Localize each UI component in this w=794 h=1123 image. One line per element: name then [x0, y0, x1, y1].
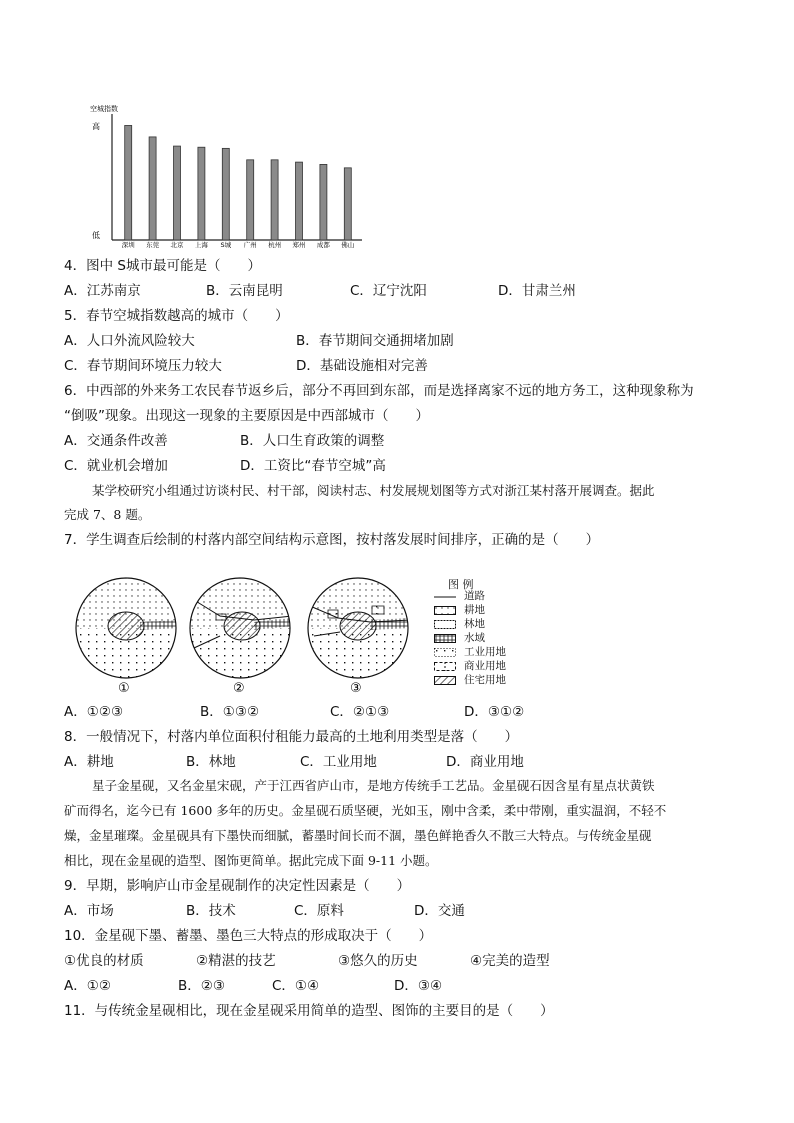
q4-stem: 4．图中 S城市最可能是（ ） — [64, 258, 261, 274]
q5-stem: 5．春节空城指数越高的城市（ ） — [64, 308, 289, 324]
legend-item-residential — [434, 674, 564, 688]
q10-choice-4: ④完美的造型 — [470, 953, 550, 969]
bar-1 — [149, 137, 156, 240]
legend-title: 图 例 — [448, 578, 474, 591]
farmland-swatch — [434, 606, 456, 615]
q7-option-b[interactable]: B．①③② — [200, 704, 260, 720]
q7-stem: 7．学生调查后绘制的村落内部空间结构示意图，按村落发展时间排序，正确的是（ ） — [64, 532, 600, 548]
industrial-swatch — [434, 648, 456, 657]
q6-stem-line2: “倒吸”现象。出现这一现象的主要原因是中西部城市（ ） — [64, 408, 429, 424]
empty-city-index-chart — [86, 100, 366, 250]
q7-option-a[interactable]: A．①②③ — [64, 704, 124, 720]
intro-9-11-line4: 相比，现在金星砚的造型、图饰更简单。据此完成下面 9-11 小题。 — [64, 853, 438, 868]
bar-2 — [174, 146, 181, 240]
x-tick-label-3: 上海 — [194, 241, 208, 249]
bar-3 — [198, 147, 205, 240]
bar-8 — [320, 164, 327, 240]
legend-label-water: 水域 — [464, 632, 485, 644]
x-tick-label-1: 东莞 — [146, 241, 160, 249]
legend-item-forest — [434, 618, 564, 632]
q8-option-a[interactable]: A．耕地 — [64, 754, 114, 770]
legend-item-commercial — [434, 660, 564, 674]
chart-bars — [125, 125, 352, 240]
bar-7 — [296, 162, 303, 240]
q6-option-d[interactable]: D．工资比“春节空城”高 — [240, 458, 386, 474]
legend-label-road: 道路 — [464, 590, 485, 602]
q5-option-c[interactable]: C．春节期间环境压力较大 — [64, 358, 222, 374]
x-tick-label-0: 深圳 — [121, 241, 135, 249]
x-tick-label-2: 北京 — [170, 241, 184, 249]
q9-option-c[interactable]: C．原料 — [294, 903, 344, 919]
village-label-3: ③ — [350, 681, 362, 696]
q11-stem: 11．与传统金星砚相比，现在金星砚采用简单的造型、图饰的主要目的是（ ） — [64, 1003, 554, 1019]
intro-9-11-line1: 星子金星砚，又名金星宋砚，产于江西省庐山市，是地方传统手工艺品。金星砚石因含星有星点状黄铁 — [92, 778, 655, 793]
q4-option-a[interactable]: A．江苏南京 — [64, 283, 141, 299]
forest-swatch — [434, 620, 456, 629]
q9-option-a[interactable]: A．市场 — [64, 903, 114, 919]
diagram-legend — [434, 576, 564, 691]
residential-swatch — [434, 676, 456, 685]
village-diagrams-svg — [70, 576, 420, 696]
q9-stem: 9．早期，影响庐山市金星砚制作的决定性因素是（ ） — [64, 878, 411, 894]
intro-9-11-line3: 燥，金星璀璨。金星砚具有下墨快而细腻，蓄墨时间长而不涸，墨色鲜艳香久不散三大特点。与传统金星砚 — [64, 828, 652, 843]
q10-stem: 10．金星砚下墨、蓄墨、墨色三大特点的形成取决于（ ） — [64, 928, 433, 944]
village-diagram-3 — [300, 576, 420, 696]
chart-ylabel: 空城指数 — [90, 105, 118, 113]
q10-option-c[interactable]: C．①④ — [272, 978, 320, 994]
q10-choice-3: ③悠久的历史 — [338, 953, 418, 969]
legend-item-water — [434, 632, 564, 646]
q4-option-c[interactable]: C．辽宁沈阳 — [350, 283, 427, 299]
chart-x-ticks — [122, 240, 355, 249]
legend-label-industrial: 工业用地 — [464, 646, 506, 658]
legend-item-road — [434, 590, 564, 604]
x-tick-label-8: 成都 — [316, 241, 330, 249]
chart-y-high-label: 高 — [92, 122, 100, 131]
bar-0 — [125, 125, 132, 240]
q7-option-d[interactable]: D．③①② — [464, 704, 525, 720]
legend-label-forest: 林地 — [464, 618, 485, 630]
road-swatch — [434, 592, 456, 601]
q6-option-c[interactable]: C．就业机会增加 — [64, 458, 168, 474]
q10-choice-2: ②精湛的技艺 — [196, 953, 276, 969]
x-tick-label-6: 杭州 — [268, 241, 282, 249]
q10-option-d[interactable]: D．③④ — [394, 978, 443, 994]
village-label-1: ① — [118, 681, 130, 696]
intro-7-8-line1: 某学校研究小组通过访谈村民、村干部，阅读村志、村发展规划图等方式对浙江某村落开展调查。据此 — [92, 483, 655, 498]
intro-7-8-line2: 完成 7、8 题。 — [64, 507, 151, 522]
q10-choice-1: ①优良的材质 — [64, 953, 144, 969]
x-tick-label-4: S城 — [220, 241, 232, 249]
village-label-2: ② — [233, 681, 245, 696]
commercial-swatch — [434, 662, 456, 671]
q5-option-a[interactable]: A．人口外流风险较大 — [64, 333, 195, 349]
q10-option-a[interactable]: A．①② — [64, 978, 111, 994]
q7-option-c[interactable]: C．②①③ — [330, 704, 390, 720]
village-diagram-2 — [180, 576, 300, 696]
legend-label-commercial: 商业用地 — [464, 660, 506, 672]
bar-5 — [247, 160, 254, 240]
q8-option-c[interactable]: C．工业用地 — [300, 754, 377, 770]
q5-option-d[interactable]: D．基础设施相对完善 — [296, 358, 428, 374]
x-tick-label-9: 佛山 — [341, 241, 355, 249]
x-tick-label-7: 郑州 — [292, 241, 306, 249]
village-structure-diagrams — [70, 576, 420, 696]
legend-item-industrial — [434, 646, 564, 660]
q9-option-d[interactable]: D．交通 — [414, 903, 465, 919]
q6-stem-line1: 6．中西部的外来务工农民春节返乡后，部分不再回到东部，而是选择离家不远的地方务工，这种现象称为 — [64, 383, 694, 399]
village-diagram-1 — [70, 576, 190, 696]
legend-item-farmland — [434, 604, 564, 618]
q8-option-b[interactable]: B．林地 — [186, 754, 236, 770]
x-tick-label-5: 广州 — [243, 241, 257, 249]
bar-9 — [344, 168, 351, 240]
intro-9-11-line2: 矿而得名，迄今已有 1600 多年的历史。金星砚石质坚硬，光如玉，刚中含柔，柔中带刚，重实温润，不轻不 — [64, 803, 667, 818]
q4-option-d[interactable]: D．甘肃兰州 — [498, 283, 576, 299]
q8-stem: 8．一般情况下，村落内单位面积付租能力最高的土地利用类型是落（ ） — [64, 729, 519, 745]
q5-option-b[interactable]: B．春节期间交通拥堵加剧 — [296, 333, 454, 349]
chart-y-low-label: 低 — [92, 231, 100, 240]
q6-option-b[interactable]: B．人口生育政策的调整 — [240, 433, 385, 449]
bar-chart-svg — [86, 100, 366, 250]
q6-option-a[interactable]: A．交通条件改善 — [64, 433, 168, 449]
q9-option-b[interactable]: B．技术 — [186, 903, 236, 919]
legend-label-farmland: 耕地 — [464, 604, 485, 616]
bar-6 — [271, 160, 278, 240]
legend-label-residential: 住宅用地 — [464, 674, 506, 686]
bar-4 — [222, 148, 229, 240]
q10-option-b[interactable]: B．②③ — [178, 978, 225, 994]
q4-option-b[interactable]: B．云南昆明 — [206, 283, 283, 299]
q8-option-d[interactable]: D．商业用地 — [446, 754, 524, 770]
water-swatch — [434, 634, 456, 643]
